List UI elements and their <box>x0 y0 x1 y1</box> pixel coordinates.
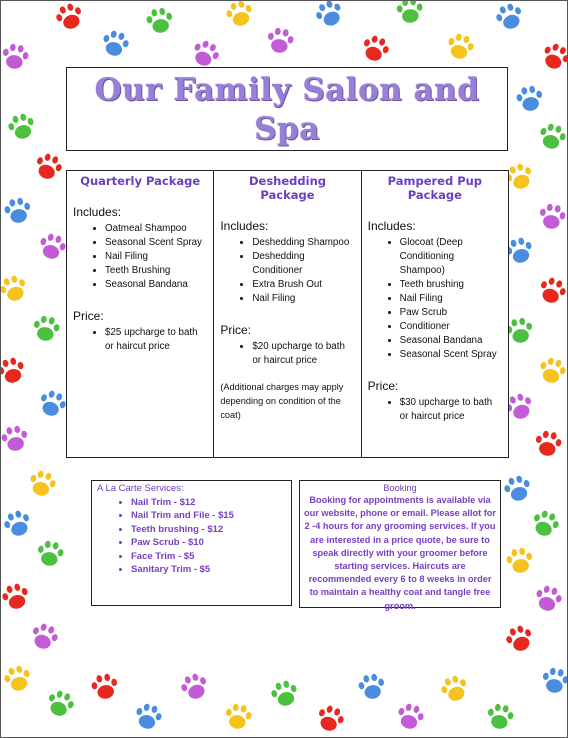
paw-print-icon <box>43 687 77 721</box>
paw-print-icon <box>35 538 66 568</box>
list-item: • Teeth brushing <box>400 278 502 292</box>
paw-print-icon <box>536 355 568 387</box>
price-label: Price: <box>220 323 252 337</box>
paw-print-icon <box>358 32 392 66</box>
paw-print-icon <box>394 701 427 733</box>
paw-print-icon <box>0 272 31 306</box>
includes-label: Includes: <box>367 219 416 233</box>
list-item: • $30 upcharge to bath or haircut price <box>400 396 502 424</box>
includes-list <box>368 236 502 362</box>
paw-print-icon <box>312 0 348 31</box>
price-label: Price: <box>367 379 399 393</box>
paw-print-icon <box>144 5 175 35</box>
paw-print-icon <box>0 355 28 387</box>
paw-print-icon <box>444 31 477 63</box>
includes-list <box>220 236 354 306</box>
paw-print-icon <box>0 41 31 71</box>
alacarte-box <box>91 480 292 606</box>
paw-print-icon <box>492 0 526 33</box>
paw-print-icon <box>502 622 536 656</box>
list-item: • Seasonal Scent Spray <box>400 348 502 362</box>
list-item: • Nail Filing <box>400 292 502 306</box>
paw-print-icon <box>535 274 568 308</box>
paw-print-icon <box>5 111 38 143</box>
paw-print-icon <box>0 581 32 613</box>
list-item: • Teeth Brushing <box>105 264 207 278</box>
list-item: • Seasonal Bandana <box>400 334 502 348</box>
paw-print-icon <box>2 195 33 225</box>
booking-box <box>299 480 501 611</box>
list-item: • Paw Scrub <box>400 306 502 320</box>
paw-print-icon <box>27 620 61 654</box>
paw-print-icon <box>533 428 564 458</box>
paw-print-icon <box>132 701 165 733</box>
package-pampered-pup <box>361 171 508 457</box>
paw-print-icon <box>537 201 568 231</box>
paw-print-icon <box>356 671 387 701</box>
includes-label: Includes: <box>73 205 122 219</box>
list-item: • Nail Filing <box>252 292 354 306</box>
booking-heading: Booking <box>383 483 417 493</box>
package-quarterly <box>67 171 213 457</box>
list-item: • Teeth brushing - $12 <box>131 523 291 536</box>
paw-print-icon <box>1 663 34 695</box>
paw-print-icon <box>188 36 224 71</box>
paw-print-icon <box>504 545 535 575</box>
paw-print-icon <box>485 701 516 731</box>
list-item: • Seasonal Bandana <box>105 278 207 292</box>
paw-print-icon <box>0 507 34 541</box>
price-label: Price: <box>73 309 104 323</box>
paw-print-icon <box>265 25 296 55</box>
includes-list <box>73 222 207 292</box>
package-title: Pampered Pup Package <box>387 174 483 202</box>
paw-print-icon <box>31 313 62 343</box>
paw-print-icon <box>36 231 69 263</box>
paw-print-icon <box>536 121 568 153</box>
paw-print-icon <box>395 0 424 25</box>
list-item: • $25 upcharge to bath or haircut price <box>105 326 207 354</box>
price-list <box>73 326 207 354</box>
list-item: • Conditioner <box>400 320 502 334</box>
paw-print-icon <box>501 473 534 505</box>
paw-print-icon <box>268 678 301 710</box>
packages-table <box>66 170 509 458</box>
paw-print-icon <box>540 665 568 695</box>
paw-print-icon <box>99 28 132 60</box>
paw-print-icon <box>177 670 211 704</box>
paw-print-icon <box>437 672 471 706</box>
paw-print-icon <box>89 671 120 701</box>
list-item: • Nail Trim - $12 <box>131 496 291 509</box>
package-title: Deshedding Package <box>248 174 326 202</box>
paw-print-icon <box>313 702 347 736</box>
booking-text: Booking for appointments is available via our website, phone or email. Please allot for 2 -4 hours for any grooming services. If you are interested in a price quote, be sure to speak directly with your groomer before starting services. Haircuts are recommended every 6 to 8 weeks in order to maintain a healthy coat and tangle free groom. <box>304 495 496 611</box>
list-item: • Paw Scrub - $10 <box>131 536 291 549</box>
page-title: Our Family Salon and Spa <box>94 72 480 147</box>
list-item: • Sanitary Trim - $5 <box>131 563 291 576</box>
title-box <box>66 67 508 151</box>
list-item: • Deshedding Shampoo <box>252 236 354 250</box>
list-item: • Seasonal Scent Spray <box>105 236 207 250</box>
list-item: • Extra Brush Out <box>252 278 354 292</box>
alacarte-heading: A La Carte Services: <box>97 483 184 494</box>
list-item: • Deshedding Conditioner <box>252 250 354 278</box>
coat-condition-note: (Additional charges may apply depending on condition of the coat) <box>220 382 344 420</box>
list-item: • Nail Trim and File - $15 <box>131 509 291 522</box>
paw-print-icon <box>52 0 86 33</box>
includes-label: Includes: <box>220 219 269 233</box>
alacarte-list <box>92 496 291 576</box>
list-item: • Face Trim - $5 <box>131 550 291 563</box>
price-list <box>368 396 502 424</box>
package-deshedding <box>213 171 360 457</box>
paw-print-icon <box>528 507 562 541</box>
paw-print-icon <box>514 83 545 113</box>
paw-print-icon <box>35 387 69 421</box>
paw-print-icon <box>26 468 59 500</box>
price-list <box>220 340 354 368</box>
list-item: • $20 upcharge to bath or haircut price <box>252 340 354 368</box>
package-title: Quarterly Package <box>80 174 201 188</box>
list-item: • Nail Filing <box>105 250 207 264</box>
list-item: • Glocoat (Deep Conditioning Shampoo) <box>400 236 502 278</box>
paw-print-icon <box>223 0 256 30</box>
paw-print-icon <box>532 583 565 615</box>
list-item: • Oatmeal Shampoo <box>105 222 207 236</box>
paw-print-icon <box>0 423 30 453</box>
paw-print-icon <box>538 39 568 74</box>
paw-print-icon <box>223 701 254 731</box>
paw-print-icon <box>31 150 65 184</box>
